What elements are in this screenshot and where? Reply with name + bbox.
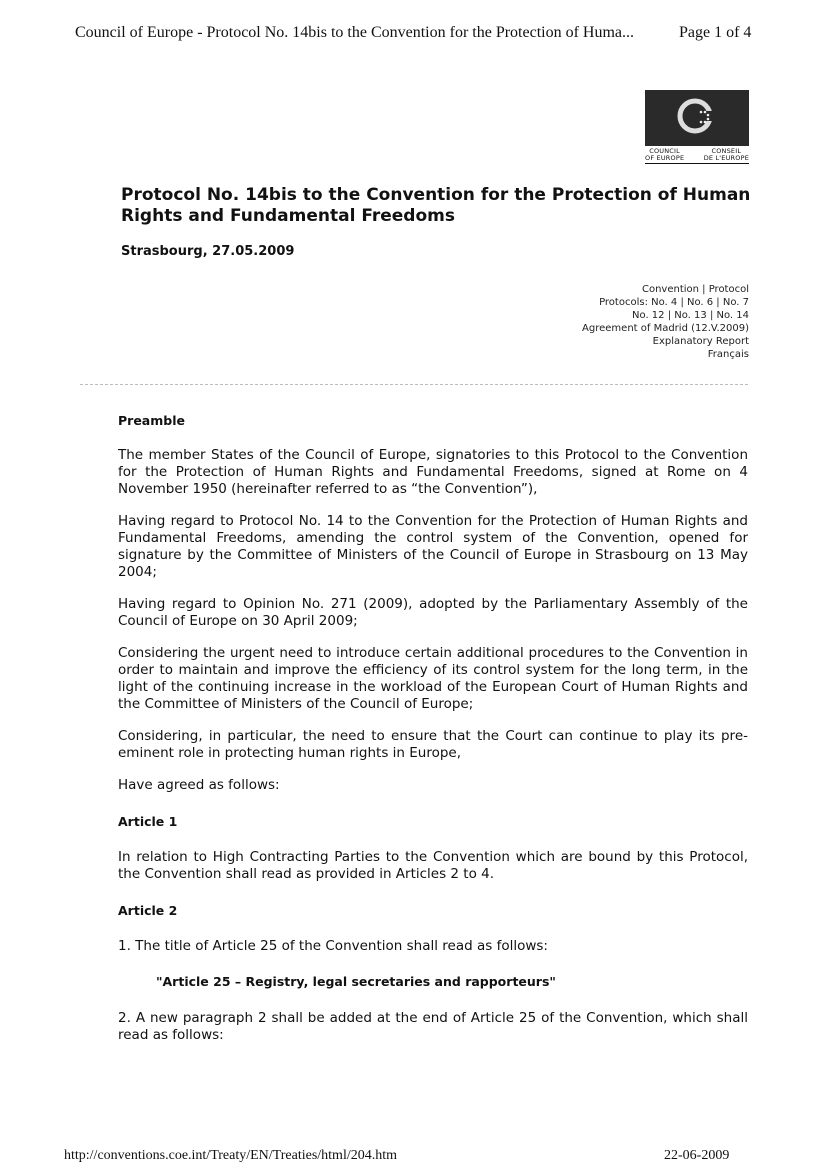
paragraph: Having regard to Protocol No. 14 to the Convention for the Protection of Human Rights and Fundamental Freedoms, amending the control system of the Convention, opened for signature by the Committee of Ministers of the Council of Europe in Strasbourg on 13 May 2004; (118, 513, 748, 580)
council-of-europe-logo (645, 90, 749, 164)
article-2-heading: Article 2 (118, 903, 178, 918)
logo-right-text: CONSEIL DE L'EUROPE (703, 147, 749, 162)
preamble-heading: Preamble (118, 413, 185, 428)
logo-left-text: COUNCIL OF EUROPE (645, 147, 685, 162)
link-francais[interactable]: Français (707, 349, 749, 360)
footer-date: 22-06-2009 (664, 1148, 730, 1163)
document-title: Protocol No. 14bis to the Convention for the Protection of Human Rights and Fundamental Freedoms (121, 185, 751, 226)
article-quote: "Article 25 – Registry, legal secretaries and rapporteurs" (156, 974, 556, 989)
paragraph: In relation to High Contracting Parties to the Convention which are bound by this Protocol, the Convention shall read as provided in Articles 2 to 4. (118, 849, 748, 882)
article-1-heading: Article 1 (118, 814, 178, 829)
link-protocols-more[interactable]: No. 12 | No. 13 | No. 14 (632, 310, 749, 321)
paragraph: Considering, in particular, the need to ensure that the Court can continue to play its pre-eminent role in protecting human rights in Europe, (118, 728, 748, 761)
council-of-europe-stars-icon (645, 90, 749, 146)
document-date: Strasbourg, 27.05.2009 (121, 244, 295, 259)
footer-url: http://conventions.coe.int/Treaty/EN/Treaties/html/204.htm (64, 1148, 397, 1163)
list-item: 2. A new paragraph 2 shall be added at the end of Article 25 of the Convention, which shall read as follows: (118, 1010, 748, 1043)
paragraph: Having regard to Opinion No. 271 (2009), adopted by the Parliamentary Assembly of the Council of Europe on 30 April 2009; (118, 596, 748, 629)
document-body (118, 412, 748, 1044)
related-links (582, 283, 749, 361)
page-number: Page 1 of 4 (679, 24, 752, 41)
link-explanatory-report[interactable]: Explanatory Report (652, 336, 749, 347)
link-protocols[interactable]: Protocols: No. 4 | No. 6 | No. 7 (599, 297, 749, 308)
logo-underline (645, 163, 749, 164)
list-item: 1. The title of Article 25 of the Convention shall read as follows: (118, 938, 548, 954)
link-agreement-madrid[interactable]: Agreement of Madrid (12.V.2009) (582, 323, 749, 334)
page-header-title: Council of Europe - Protocol No. 14bis to the Convention for the Protection of Huma... (75, 24, 635, 41)
paragraph: The member States of the Council of Europe, signatories to this Protocol to the Convention for the Protection of Human Rights and Fundamental Freedoms, signed at Rome on 4 November 1950 (hereinafter referred to as “the Convention”), (118, 447, 748, 497)
separator-line (80, 384, 748, 385)
paragraph: Considering the urgent need to introduce certain additional procedures to the Convention in order to maintain and improve the efficiency of its control system for the long term, in the light of the continuing increase in the workload of the European Court of Human Rights and the Committee of Ministers of the Council of Europe; (118, 645, 748, 712)
link-convention-protocol[interactable]: Convention | Protocol (641, 284, 749, 295)
paragraph: Have agreed as follows: (118, 777, 280, 793)
